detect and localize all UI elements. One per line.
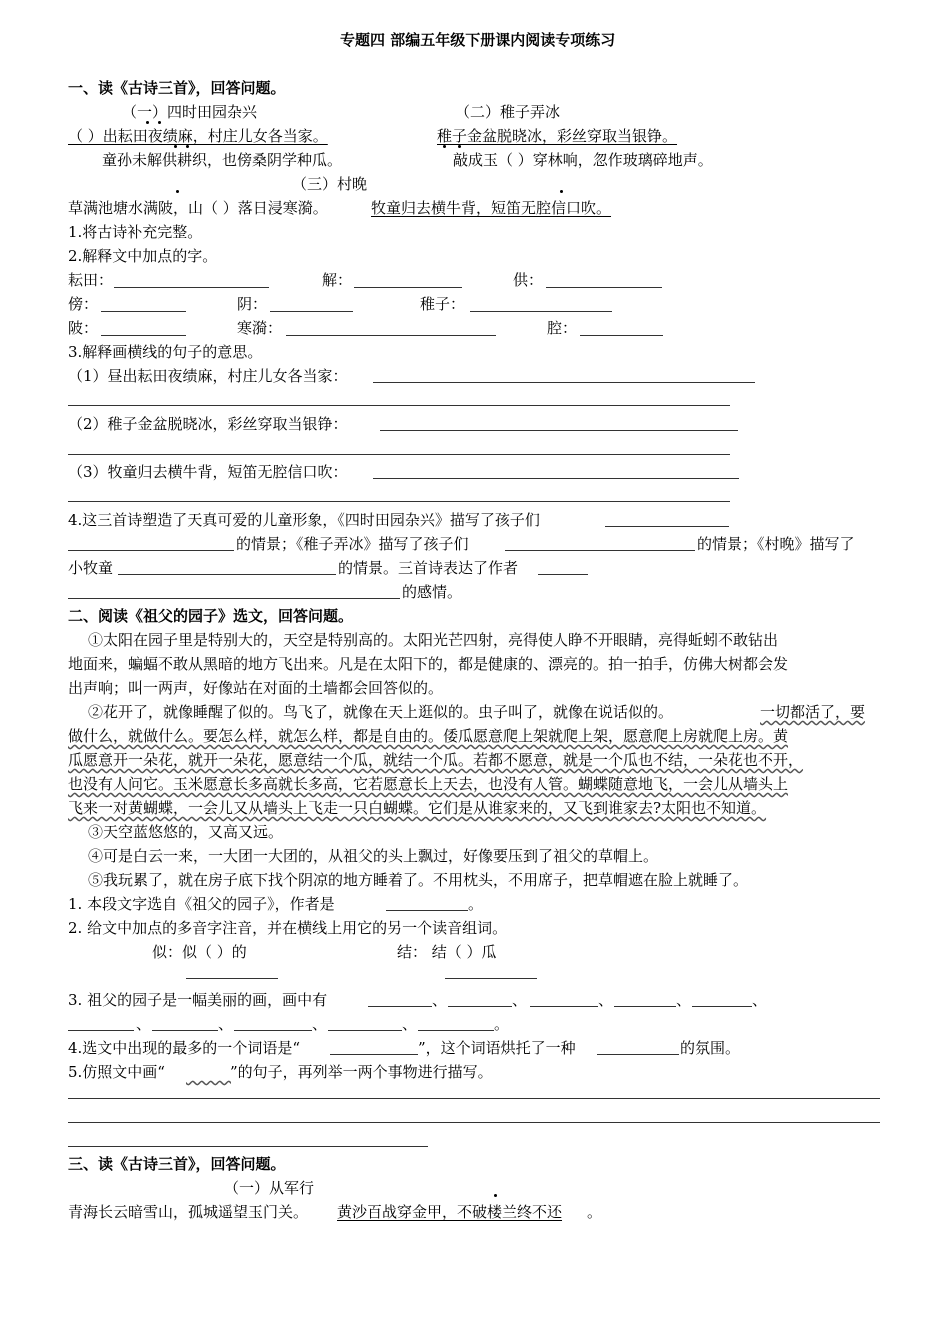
answer-line[interactable] (546, 287, 662, 288)
word-yuntian-label: 耘田： (68, 271, 114, 289)
section-3-heading: 三、读《古诗三首》，回答问题。 (68, 1155, 286, 1173)
word-yin-label: 阴： (237, 295, 268, 313)
separator: 、 (402, 1015, 418, 1033)
paragraph-2-line-5: 飞来一对黄蝴蝶，一会儿又从墙头上飞走一只白蝴蝶。它们是从谁家来的，又飞到谁家去?太阳也不知道。 (68, 799, 767, 817)
paragraph-1-line-1: ①太阳在园子里是特别大的，天空是特别高的。太阳光芒四射，亮得使人睁不开眼睛，亮得蚯蚓不敢钻出 (88, 631, 779, 649)
paragraph-2-line-2: 做什么，就做什么。要怎么样，就怎么样，都是自由的。倭瓜愿意爬上架就爬上架，愿意爬上房就爬上房。黄 (68, 727, 789, 745)
poem-3-title: （三）村晚 (292, 175, 368, 193)
page-title: 专题四 部编五年级下册课内阅读专项练习 (340, 31, 616, 49)
separator: 、 (512, 991, 528, 1009)
word-gong-label: 供： (513, 271, 544, 289)
question-4-line-a: 4.这三首诗塑造了天真可爱的儿童形象，《四时田园杂兴》描写了孩子们 (68, 511, 540, 529)
polyphone-jie: 结： 结（ ）瓜 (397, 943, 497, 961)
answer-line[interactable] (380, 430, 738, 431)
answer-line[interactable] (101, 335, 186, 336)
answer-line[interactable] (68, 1146, 428, 1147)
answer-line[interactable] (186, 978, 278, 979)
answer-line[interactable] (68, 454, 730, 455)
paragraph-2-line-4: 也没有人问它。玉米愿意长多高就长多高，它若愿意长上天去，也没有人管。蝴蝶随意地飞，一会儿从墙头上 (68, 775, 789, 793)
emphasis-dot (146, 121, 149, 124)
question-3: 3.解释画横线的句子的意思。 (68, 343, 263, 361)
separator: 、 (218, 1015, 234, 1033)
end-mark: 。 (494, 1015, 510, 1033)
s2-question-4-b: ”，这个词语烘托了一种 (418, 1039, 576, 1057)
polyphone-si: 似：似（ ）的 (152, 943, 247, 961)
question-2: 2.解释文中加点的字。 (68, 247, 218, 265)
poem-2-line-2: 敲成玉（ ）穿林响，忽作玻璃碎地声。 (453, 151, 713, 169)
emphasis-dot (174, 145, 177, 148)
emphasis-dot (176, 190, 179, 193)
answer-line[interactable] (470, 311, 612, 312)
question-3-2: （2）稚子金盆脱晓冰，彩丝穿取当银铮： (68, 415, 348, 433)
question-4-line-c2: 的情景。三首诗表达了作者 (338, 559, 519, 577)
s3-poem-line-a: 青海长云暗雪山，孤城遥望玉门关。 (68, 1203, 309, 1221)
answer-line[interactable] (597, 1054, 679, 1055)
emphasis-dot (443, 145, 446, 148)
question-4-line-b2: 的情景；《村晚》描写了 (697, 535, 855, 553)
separator: 、 (432, 991, 448, 1009)
emphasis-dot (186, 145, 189, 148)
answer-line[interactable] (448, 1006, 512, 1007)
answer-line[interactable] (580, 335, 663, 336)
s3-poem-line-end: 。 (587, 1203, 603, 1221)
emphasis-dot (494, 1194, 497, 1197)
separator: 、 (676, 991, 692, 1009)
question-1: 1.将古诗补充完整。 (68, 223, 203, 241)
word-qiang-label: 腔： (547, 319, 578, 337)
paragraph-1-line-2: 地面来，蝙蝠不敢从黑暗的地方飞出来。凡是在太阳下的，都是健康的、漂亮的。拍一拍手，仿佛大树都会发 (68, 655, 789, 673)
answer-line[interactable] (368, 1006, 432, 1007)
section-1-heading: 一、读《古诗三首》，回答问题。 (68, 79, 286, 97)
poem-3-line-a: 草满池塘水满陂，山（ ）落日浸寒漪。 (68, 199, 328, 217)
answer-line[interactable] (530, 1006, 598, 1007)
answer-line[interactable] (373, 478, 739, 479)
answer-line[interactable] (605, 526, 729, 527)
poem-3-line-b: 牧童归去横牛背，短笛无腔信口吹。 (371, 199, 612, 217)
separator: 、 (598, 991, 614, 1009)
paragraph-3: ③天空蓝悠悠的，又高又远。 (88, 823, 284, 841)
poem-1-title: （一）四时田园杂兴 (122, 103, 258, 121)
answer-line[interactable] (68, 501, 730, 502)
poem-1-line-2: 童孙未解供耕织，也傍桑阴学种瓜。 (102, 151, 343, 169)
answer-line[interactable] (68, 1030, 134, 1031)
answer-line[interactable] (386, 910, 468, 911)
word-bang-label: 傍： (68, 295, 99, 313)
answer-line[interactable] (68, 550, 234, 551)
question-4-line-c1: 小牧童 (68, 559, 114, 577)
answer-line[interactable] (152, 1030, 218, 1031)
answer-line[interactable] (373, 382, 755, 383)
poem-2-title: （二）稚子弄冰 (455, 103, 561, 121)
answer-line[interactable] (286, 335, 496, 336)
answer-line[interactable] (118, 574, 336, 575)
emphasis-dot (560, 190, 563, 193)
s2-question-1: 1. 本段文字选自《祖父的园子》，作者是 (68, 895, 335, 913)
word-bei-label: 陂： (68, 319, 99, 337)
paragraph-5: ⑤我玩累了，就在房子底下找个阴凉的地方睡着了。不用枕头，不用席子，把草帽遮在脸上就睡了。 (88, 871, 749, 889)
s2-question-1-end: 。 (468, 895, 484, 913)
answer-line[interactable] (68, 1098, 880, 1099)
question-3-3: （3）牧童归去横牛背，短笛无腔信口吹： (68, 463, 348, 481)
separator: 、 (136, 1015, 152, 1033)
section-2-heading: 二、阅读《祖父的园子》选文，回答问题。 (68, 607, 354, 625)
answer-line[interactable] (445, 978, 537, 979)
wavy-mark (186, 1062, 230, 1082)
answer-line[interactable] (614, 1006, 676, 1007)
answer-line[interactable] (114, 287, 269, 288)
answer-line[interactable] (101, 311, 186, 312)
answer-line[interactable] (270, 311, 353, 312)
answer-line[interactable] (505, 550, 695, 551)
paragraph-2-line-3: 瓜愿意开一朵花，就开一朵花，愿意结一个瓜，就结一个瓜。若都不愿意，就是一个瓜也不结，一朵花也不开， (68, 751, 804, 769)
paragraph-2-line-1b: 一切都活了，要 (760, 703, 866, 721)
separator: 、 (312, 1015, 328, 1033)
answer-line[interactable] (234, 1030, 312, 1031)
word-hanyi-label: 寒漪： (237, 319, 283, 337)
separator: 、 (752, 991, 768, 1009)
emphasis-dot (158, 121, 161, 124)
s2-question-3: 3. 祖父的园子是一幅美丽的画，画中有 (68, 991, 328, 1009)
s2-question-5-a: 5.仿照文中画“ (68, 1063, 165, 1081)
paragraph-4: ④可是白云一来，一大团一大团的，从祖父的头上飘过，好像要压到了祖父的草帽上。 (88, 847, 659, 865)
answer-line[interactable] (328, 1030, 402, 1031)
answer-line[interactable] (418, 1030, 494, 1031)
s2-question-4-a: 4.选文中出现的最多的一个词语是“ (68, 1039, 300, 1057)
answer-line[interactable] (68, 598, 400, 599)
word-zhizi-label: 稚子： (420, 295, 466, 313)
poem-1-line-1: （ ）出耘田夜绩麻，村庄儿女各当家。 (68, 127, 328, 145)
s3-poem-line-b: 黄沙百战穿金甲，不破楼兰终不还 (337, 1203, 563, 1221)
answer-line[interactable] (68, 1122, 880, 1123)
answer-line[interactable] (330, 1054, 418, 1055)
s2-question-2: 2. 给文中加点的多音字注音，并在横线上用它的另一个读音组词。 (68, 919, 508, 937)
answer-line[interactable] (354, 287, 462, 288)
s2-question-4-c: 的氛围。 (680, 1039, 741, 1057)
question-4-line-b1: 的情景；《稚子弄冰》描写了孩子们 (236, 535, 469, 553)
answer-line[interactable] (692, 1006, 752, 1007)
paragraph-1-line-3: 出声响；叫一两声，好像站在对面的土墙都会回答似的。 (68, 679, 444, 697)
word-jie-label: 解： (322, 271, 353, 289)
question-4-line-d: 的感情。 (402, 583, 463, 601)
poem-2-line-1: 稚子金盆脱晓冰，彩丝穿取当银铮。 (437, 127, 678, 145)
emphasis-dot (458, 145, 461, 148)
answer-line[interactable] (538, 574, 588, 575)
paragraph-2-line-1a: ②花开了，就像睡醒了似的。鸟飞了，就像在天上逛似的。虫子叫了，就像在说话似的。 (88, 703, 674, 721)
s2-question-5-b: ”的句子，再列举一两个事物进行描写。 (230, 1063, 493, 1081)
s3-poem-1-title: （一）从军行 (224, 1179, 315, 1197)
question-3-1: （1）昼出耘田夜绩麻，村庄儿女各当家： (68, 367, 348, 385)
answer-line[interactable] (68, 405, 730, 406)
